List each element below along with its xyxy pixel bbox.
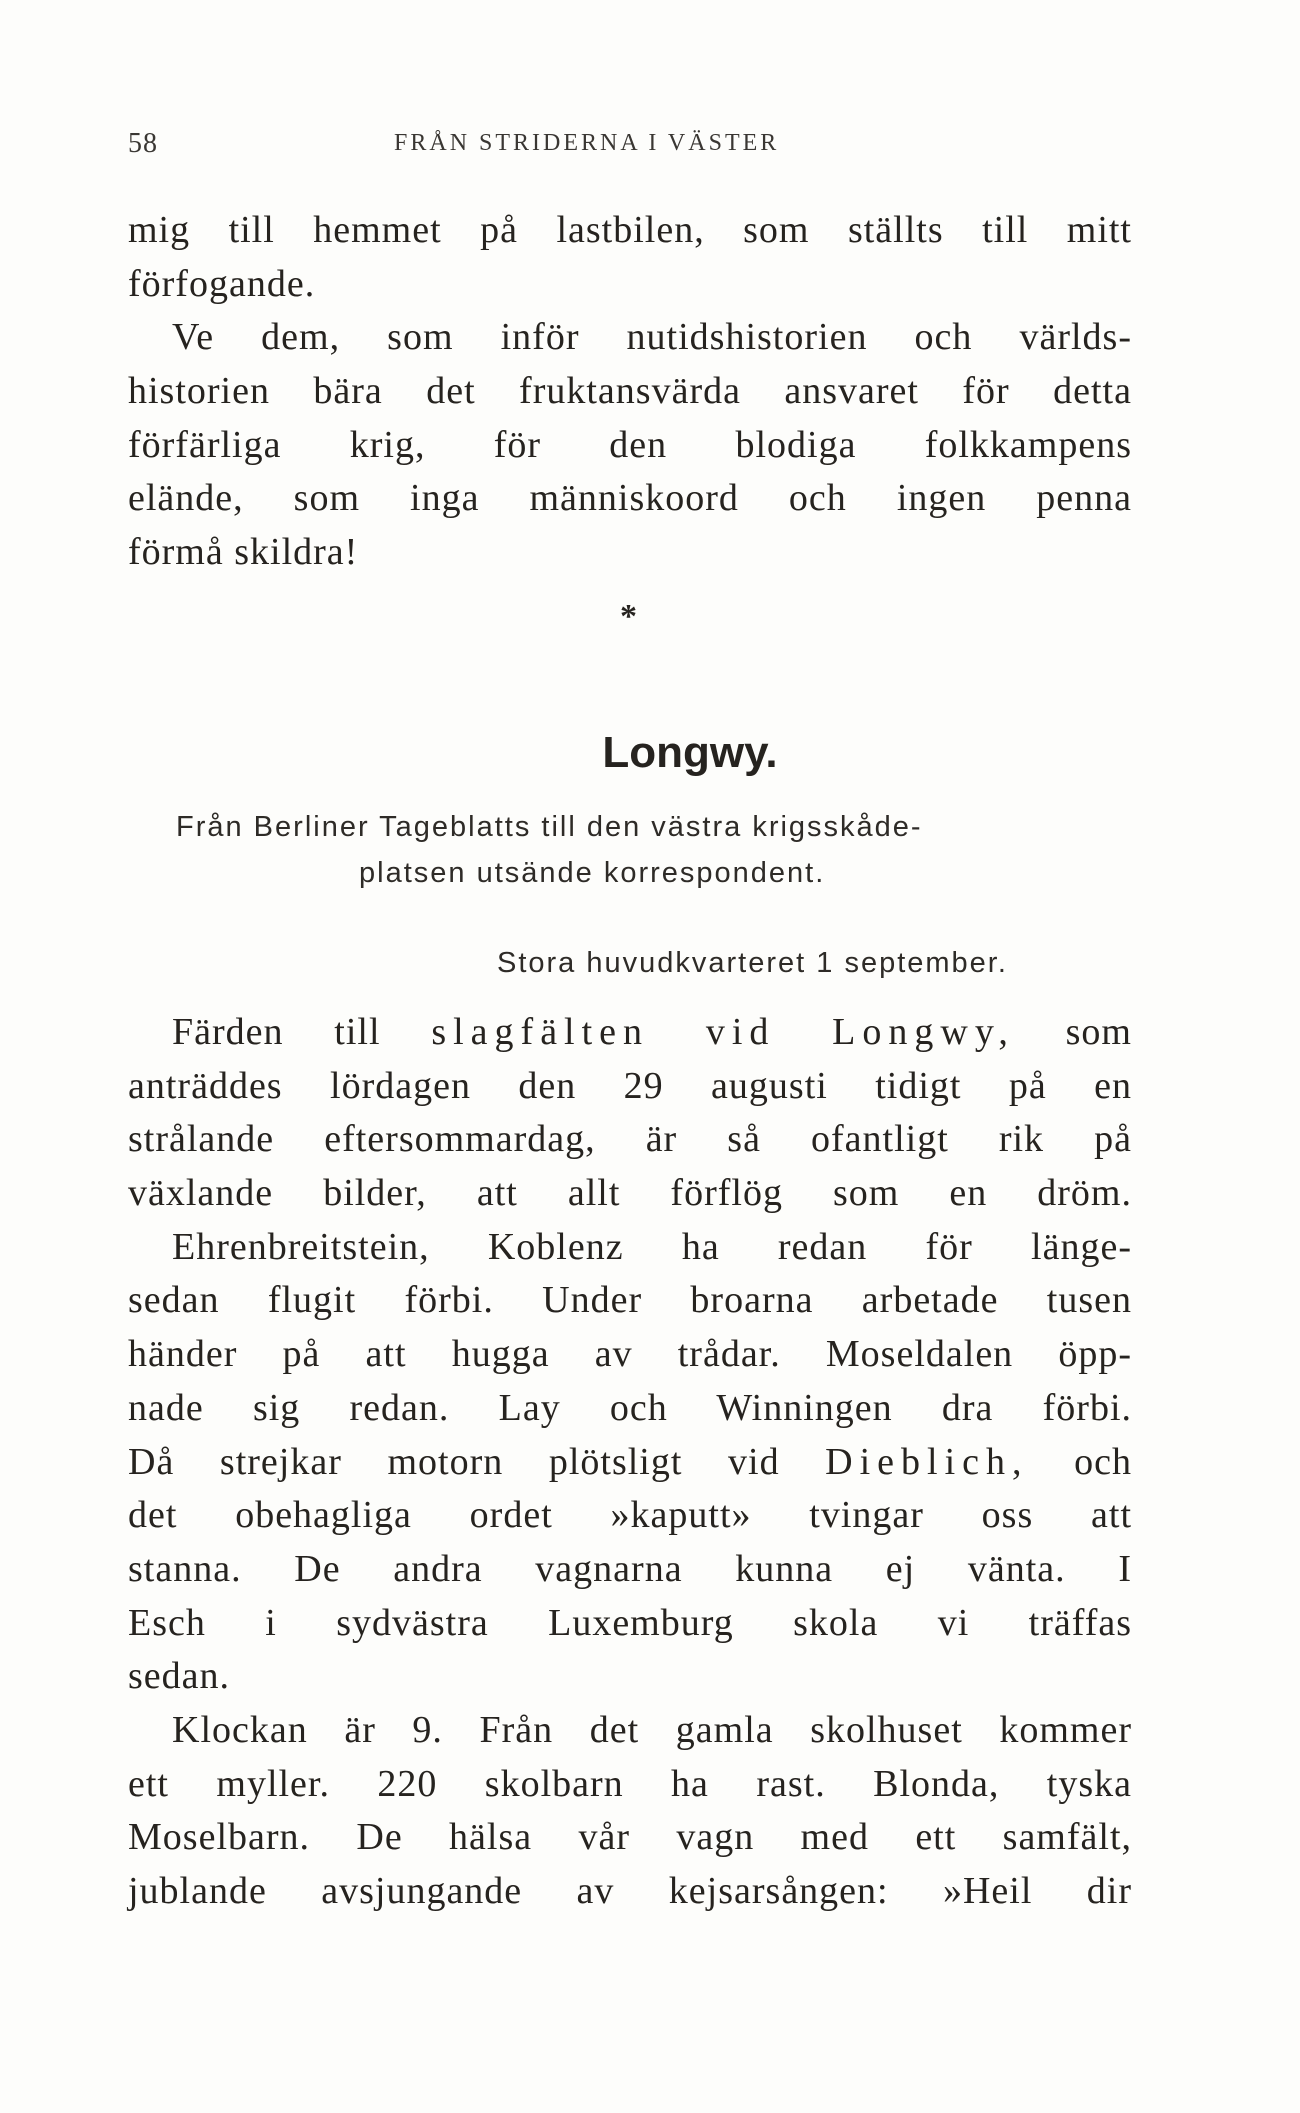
- byline-line: Från Berliner Tageblatts till den västra krigsskåde-: [176, 811, 923, 843]
- text-line: [128, 1006, 1132, 1060]
- text-run: Då strejkar motorn plötsligt vid: [128, 1440, 826, 1483]
- text-line: Klockan är 9. Från det gamla skolhuset kommer: [172, 1708, 1132, 1751]
- text-line: nade sig redan. Lay och Winningen dra förbi.: [128, 1386, 1132, 1429]
- text-line: växlande bilder, att allt förflög som en dröm.: [128, 1172, 1132, 1215]
- text-line: Esch i sydvästra Luxemburg skola vi träffas: [128, 1601, 1132, 1644]
- byline: [176, 804, 1106, 896]
- text-line: det obehagliga ordet »kaputt» tvingar oss att: [128, 1494, 1132, 1537]
- text-line: mig till hemmet på lastbilen, som ställts till mitt: [128, 209, 1132, 251]
- text-run: Färden till: [172, 1011, 432, 1053]
- text-run: som: [1014, 1011, 1132, 1053]
- emphasized-text: slagfälten vid Longwy,: [431, 1011, 1015, 1053]
- text-line: sedan.: [128, 1655, 231, 1698]
- emphasized-text: Dieblich,: [825, 1440, 1029, 1483]
- section-heading: Longwy.: [602, 728, 778, 777]
- text-line: förfogande.: [128, 262, 316, 305]
- text-line: jublande avsjungande av kejsarsången: »Heil dir: [128, 1870, 1132, 1912]
- running-title: FRÅN STRIDERNA I VÄSTER: [394, 130, 780, 156]
- running-head: [128, 128, 1128, 168]
- text-run: och: [1028, 1440, 1132, 1483]
- text-line: historien bära det fruktansvärda ansvaret för detta: [128, 370, 1132, 413]
- text-line: händer på att hugga av trådar. Moseldalen öpp-: [128, 1333, 1132, 1376]
- byline-line: platsen utsände korrespondent.: [359, 857, 826, 889]
- text-line: [128, 1436, 1132, 1490]
- page-number: 58: [128, 128, 158, 159]
- text-line: Ve dem, som inför nutidshistorien och världs-: [172, 316, 1132, 359]
- text-line: ett myller. 220 skolbarn ha rast. Blonda, tyska: [128, 1762, 1132, 1805]
- article-body: [128, 1006, 1132, 1919]
- dateline: Stora huvudkvarteret 1 september.: [497, 947, 1008, 979]
- text-line: anträddes lördagen den 29 augusti tidigt på en: [128, 1064, 1132, 1107]
- text-line: sedan flugit förbi. Under broarna arbetade tusen: [128, 1279, 1132, 1322]
- paragraph-continued: [128, 204, 1132, 580]
- section-separator: *: [620, 598, 637, 635]
- text-line: Ehrenbreitstein, Koblenz ha redan för länge-: [172, 1225, 1132, 1268]
- text-line: strålande eftersommardag, är så ofantligt rik på: [128, 1118, 1132, 1161]
- text-line: elände, som inga människoord och ingen penna: [128, 477, 1132, 520]
- text-line: stanna. De andra vagnarna kunna ej vänta. I: [128, 1547, 1132, 1590]
- text-line: förmå skildra!: [128, 531, 359, 574]
- text-line: Moselbarn. De hälsa vår vagn med ett samfält,: [128, 1816, 1132, 1859]
- text-line: förfärliga krig, för den blodiga folkkampens: [128, 423, 1132, 466]
